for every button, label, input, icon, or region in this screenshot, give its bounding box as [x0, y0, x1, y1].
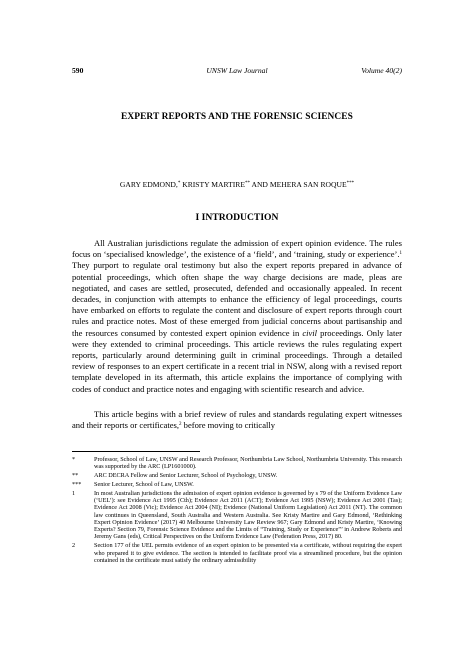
footnote [72, 456, 402, 471]
footnote-marker: ** [72, 472, 79, 480]
body-paragraph [72, 238, 402, 395]
paragraph-text: This article begins with a brief review of rules and standards regulating expert witnesses and their reports or certificates, [72, 409, 402, 431]
footnote-text: Professor, School of Law, UNSW and Research Professor, Northumbria Law School, Northumbria University. This research was supported by the ARC (LP1601000). [94, 456, 402, 471]
footnote-reference[interactable]: 2 [179, 422, 182, 428]
author-footnote-mark[interactable]: ** [244, 181, 250, 186]
author-footnote-mark[interactable]: *** [346, 181, 355, 186]
page-number: 590 [72, 66, 84, 75]
footnotes [72, 456, 402, 566]
paragraph-text: proceedings. Only later were they extended to criminal proceedings. This article reviews the rules regulating expert reports, particularly around determining guilt in criminal proceedings. Through a detailed review of responses to an expert certificate in a recent trial in NSW, along with a revised report template developed in its aftermath, this article explains the importance of complying with codes of conduct and practice notes and engaging with scientific research and advice. [72, 327, 402, 394]
footnote-reference[interactable]: 1 [399, 251, 402, 257]
emphasis-text: civil [302, 327, 318, 338]
paragraph-text: They purport to regulate oral testimony but also the expert reports prepared in advance of potential proceedings, which often shape the way charge decisions are made, pleas are negotiated, and cases are settled, prosecuted, defended and occasionally appealed. In recent decades, in conjunction with attempts to enhance the efficiency of legal proceedings, courts have embarked on efforts to regulate the content and disclosure of expert reports through court rules and practice notes. Most of these emerged from judicial concerns about partisanship and the resources consumed by contested expert opinion evidence in [72, 260, 402, 338]
author-footnote-mark[interactable]: * [177, 181, 181, 186]
footnote-text: Senior Lecturer, School of Law, UNSW. [94, 480, 194, 488]
footnote-marker: *** [72, 480, 82, 488]
journal-name: UNSW Law Journal [206, 66, 268, 75]
author-name: KRISTY MARTIRE [180, 180, 245, 189]
footnote [72, 472, 402, 479]
paragraph-text: All Australian jurisdictions regulate the admission of expert opinion evidence. The rules focus on ‘specialised knowledge’, the existence of a ‘field’, and ‘training, study or experience’. [72, 238, 402, 260]
footnote [72, 490, 402, 541]
article-title: EXPERT REPORTS AND THE FORENSIC SCIENCES [121, 112, 353, 122]
body-paragraph [72, 409, 402, 431]
author-name: AND MEHERA SAN ROQUE [249, 180, 347, 189]
footnote-text: In most Australian jurisdictions the admission of expert opinion evidence is governed by s 79 of the Uniform Evidence Law (‘UEL’): see Evidence Act 1995 (Cth); Evidence Act 2011 (ACT); Evidence Act 1995 (NSW); Evidence Act 2001 (Tas); Evidence Act 2008 (Vic); Evidence Act 2004 (NI); Evidence (National Uniform Legislation) Act 2011 (NT). The common law continues in Queensland, South Australia and Western Australia. See Kristy Martire and Gary Edmond, ‘Rethinking Expert Opinion Evidence’ (2017) 40 Melbourne University Law Review 967; Gary Edmond and Kristy Martire, ‘Knowing Experts? Section 79, Forensic Science Evidence and the Limits of “Training, Study or Experience”’ in Andrew Roberts and Jeremy Gans (eds), Critical Perspectives on the Uniform Evidence Law (Federation Press, 2017) 80. [94, 489, 402, 541]
footnote-divider [72, 451, 200, 452]
footnote-marker: 2 [72, 542, 76, 550]
author-line [72, 180, 402, 189]
footnote-marker: 1 [72, 489, 76, 497]
section-heading: I INTRODUCTION [195, 212, 279, 223]
paragraph-text: before moving to critically [181, 420, 276, 431]
footnote [72, 542, 402, 564]
author-name: GARY EDMOND, [119, 180, 178, 189]
journal-volume: Volume 40(2) [361, 66, 402, 75]
footnote-text: ARC DECRA Fellow and Senior Lecturer, School of Psychology, UNSW. [94, 472, 278, 480]
footnote [72, 481, 402, 488]
footnote-marker: * [72, 456, 76, 463]
footnote-text: Section 177 of the UEL permits evidence of an expert opinion to be presented via a certificate, without requiring the expert who prepared it to give evidence. The section is intended to facilitate proof via a streamlined procedure, but the opinion contained in the certificate must satisfy the ordinary admissibility [94, 542, 402, 564]
